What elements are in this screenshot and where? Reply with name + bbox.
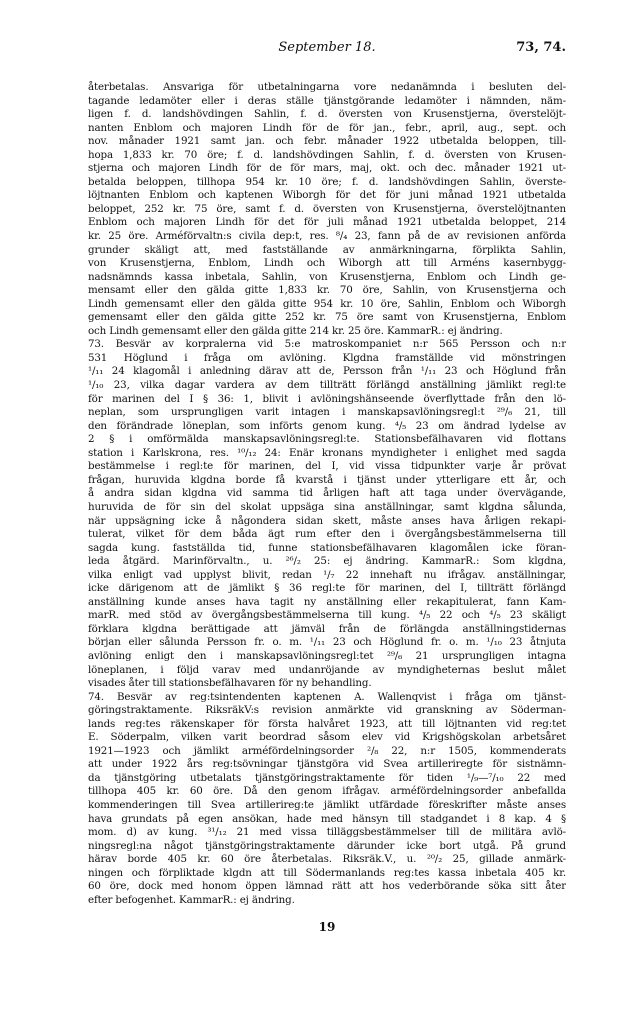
text-line: nanten Enblom och majoren Lindh för de för jan., febr., april, aug., sept. och [88, 121, 566, 134]
text-line: frågan, huruvida klgdna borde få kvarstå i tjänst under ytterligare ett år, och [88, 473, 566, 486]
text-line: leda åtgärd. Marinförvaltn., u. ²⁶/₂ 25: ej ändring. KammarR.: Som klgdna, [88, 555, 566, 568]
text-line: 60 öre, dock med honom öppen lämnad rätt att hos vederbörande söka sitt åter [88, 880, 566, 893]
text-line: tillhopa 405 kr. 60 öre. Då den genom ifrågav. arméfördelningsorder anbefallda [88, 785, 566, 798]
text-line: 1921—1923 och jämlikt arméfördelningsorder ²/₈ 22, n:r 1505, kommenderats [88, 744, 566, 757]
text-line: hava grundats på egen ansökan, hade med hänsyn till stadgandet i 8 kap. 4 § [88, 812, 566, 825]
text-line: betalda beloppen, tillhopa 954 kr. 10 öre; f. d. landshövdingen Sahlin, överste- [88, 175, 566, 188]
page-header [88, 40, 566, 60]
text-line: löjtnanten Enblom och kaptenen Wiborgh för det för juni månad 1921 utbetalda [88, 189, 566, 202]
text-line: ningsregl:na något tjänstgöringstraktamente därunder icke bort utgå. På grund [88, 839, 566, 852]
text-line: löneplanen, i följd varav med undanröjande av myndigheternas beslut målet [88, 663, 566, 676]
text-line: E. Söderpalm, vilken varit beordrad såsom elev vid Krigshögskolan arbetsåret [88, 731, 566, 744]
text-line: Enblom och majoren Lindh för det för juli månad 1921 utbetalda beloppet, 214 [88, 216, 566, 229]
text-line: neplan, som ursprungligen varit intagen i manskapsavlöningsregl:t ²⁹/₆ 21, till [88, 406, 566, 419]
text-line: gemensamt eller den gälda gitte 252 kr. 75 öre samt von Krusenstjerna, Enblom [88, 311, 566, 324]
text-line: tagande ledamöter eller i deras ställe tjänstgörande ledamöter i nämnden, näm- [88, 94, 566, 107]
text-line: nov. månader 1921 samt jan. och febr. månader 1922 utbetalda beloppen, till- [88, 135, 566, 148]
text-line: von Krusenstjerna, Enblom, Lindh och Wiborgh att till Arméns kasernbygg- [88, 257, 566, 270]
text-line: anställning kunde anses hava tagit ny anställning eller rekapitulerat, fann Kam- [88, 595, 566, 608]
text-line: återbetalas. Ansvariga för utbetalningarna vore nedanämnda i besluten del- [88, 81, 566, 93]
text-line: härav borde 405 kr. 60 öre återbetalas. Riksräk.V., u. ²⁰/₂ 25, gillade anmärk- [88, 853, 566, 866]
text-line: å andra sidan klgdna vid samma tid årligen haft att taga under övervägande, [88, 487, 566, 500]
text-line: station i Karlskrona, res. ¹⁰/₁₂ 24: Enär kronans myndigheter i enlighet med sagda [88, 446, 566, 459]
text-line: ¹/₁₀ 23, vilka dagar vardera av dem tillträtt förlängd anställning jämlikt regl:te [88, 379, 566, 392]
text-line: kommenderingen till Svea artillerireg:te jämlikt utfärdade föreskrifter måste anses [88, 798, 566, 811]
text-line: lands reg:tes räkenskaper för första halvåret 1923, att till löjtnanten vid reg:tet [88, 717, 566, 730]
text-line: nadsnämnds kassa inbetala, Sahlin, von Krusenstjerna, Enblom och Lindh ge- [88, 270, 566, 283]
text-line: början eller sålunda Persson fr. o. m. ¹/₁₁ 23 och Höglund fr. o. m. ¹/₁₀ 23 åtnjuta [88, 636, 566, 649]
text-line: da tjänstgöring utbetalats tjänstgöringstraktamente för tiden ¹/₉—⁷/₁₀ 22 med [88, 771, 566, 784]
text-line: ¹/₁₁ 24 klagomål i anledning därav att de, Persson från ¹/₁₁ 23 och Höglund från [88, 365, 566, 378]
text-line: sagda kung. fastställda tid, funne stationsbefälhavaren klagomålen icke föran- [88, 541, 566, 554]
text-line: ligen f. d. landshövdingen Sahlin, f. d. översten von Krusenstjerna, överstelöjt- [88, 108, 566, 121]
text-line: efter befogenhet. KammarR.: ej ändring. [88, 893, 295, 906]
text-line: 73. Besvär av korpralerna vid 5:e matroskompaniet n:r 565 Persson och n:r [88, 338, 566, 351]
text-line: att under 1922 års reg:tsövningar tjänstgöra vid Svea artilleriregte för sistnämn- [88, 758, 566, 771]
page-number: 19 [318, 920, 336, 934]
text-line: förklara klgdna berättigade att jämväl från de förlängda anställningstidernas [88, 622, 566, 635]
text-line: icke därigenom att de jämlikt § 36 regl:te för marinen, del I, tillträtt förlängd [88, 582, 566, 595]
text-line: kr. 25 öre. Arméförvaltn:s civila dep:t, res. ⁸/₄ 23, fann på de av revisionen anförda [88, 230, 566, 243]
section-numbers: 73, 74. [516, 40, 566, 55]
text-line: ningen och förpliktade klgdn att till Södermanlands reg:tes kassa inbetala 405 kr. [88, 866, 566, 879]
text-line: göringstraktamente. RiksräkV:s revision anmärkte vid granskning av Söderman- [88, 704, 566, 717]
text-line: bestämmelse i regl:te för marinen, del I, vid vissa tidpunkter varje år prövat [88, 460, 566, 473]
text-line: mensamt eller den gälda gitte 1,833 kr. 70 öre, Sahlin, von Krusenstjerna och [88, 284, 566, 297]
text-line: 74. Besvär av reg:tsintendenten kaptenen A. Wallenqvist i fråga om tjänst- [88, 690, 566, 703]
text-line: beloppet, 252 kr. 75 öre, samt f. d. översten von Krusenstjerna, överstelöjtnanten [88, 202, 566, 215]
text-line: den förändrade löneplan, som införts genom kung. ⁴/₅ 23 om ändrad lydelse av [88, 419, 566, 432]
text-line: mom. d) av kung. ³¹/₁₂ 21 med vissa tilläggsbestämmelser till de militära avlö- [88, 826, 566, 839]
text-line: för marinen del I § 36: 1, blivit i avlöningshänseende överflyttade från den lö- [88, 392, 566, 405]
text-line: stjerna och majoren Lindh för de för mars, maj, okt. och dec. månader 1921 ut- [88, 162, 566, 175]
text-line: huruvida de för sin del skolat uppsäga sina anställningar, samt klgdna sålunda, [88, 500, 566, 513]
text-line: 2 § i omförmälda manskapsavlöningsregl:te. Stationsbefälhavaren vid flottans [88, 433, 566, 446]
body-text [88, 81, 566, 907]
text-line: 531 Höglund i fråga om avlöning. Klgdna framställde vid mönstringen [88, 351, 566, 364]
text-line: och Lindh gemensamt eller den gälda gitte 214 kr. 25 öre. KammarR.: ej ändring. [88, 324, 503, 337]
text-line: hopa 1,833 kr. 70 öre; f. d. landshövdingen Sahlin, f. d. översten von Krusen- [88, 148, 566, 161]
text-line: visades åter till stationsbefälhavaren för ny behandling. [88, 677, 372, 690]
running-head: September 18. [278, 40, 376, 55]
text-line: marR. med stöd av övergångsbestämmelserna till kung. ⁴/₅ 22 och ⁴/₅ 23 skäligt [88, 609, 566, 622]
text-line: Lindh gemensamt eller den gälda gitte 954 kr. 10 öre, Sahlin, Enblom och Wiborgh [88, 297, 566, 310]
text-line: när uppsägning icke å någondera sidan skett, måste anses hava årligen rekapi- [88, 514, 566, 527]
text-line: tulerat, vilket för dem båda ägt rum efter den i övergångsbestämmelserna till [88, 528, 566, 541]
text-line: avlöning enligt den i manskapsavlöningsregl:tet ²⁹/₆ 21 ursprungligen intagna [88, 649, 566, 662]
text-line: grunder skäligt att, med fastställande av anmärkningarna, förplikta Sahlin, [88, 243, 566, 256]
text-line: vilka enligt vad upplyst blivit, redan ¹/₇ 22 innehaft nu ifrågav. anställningar, [88, 568, 566, 581]
